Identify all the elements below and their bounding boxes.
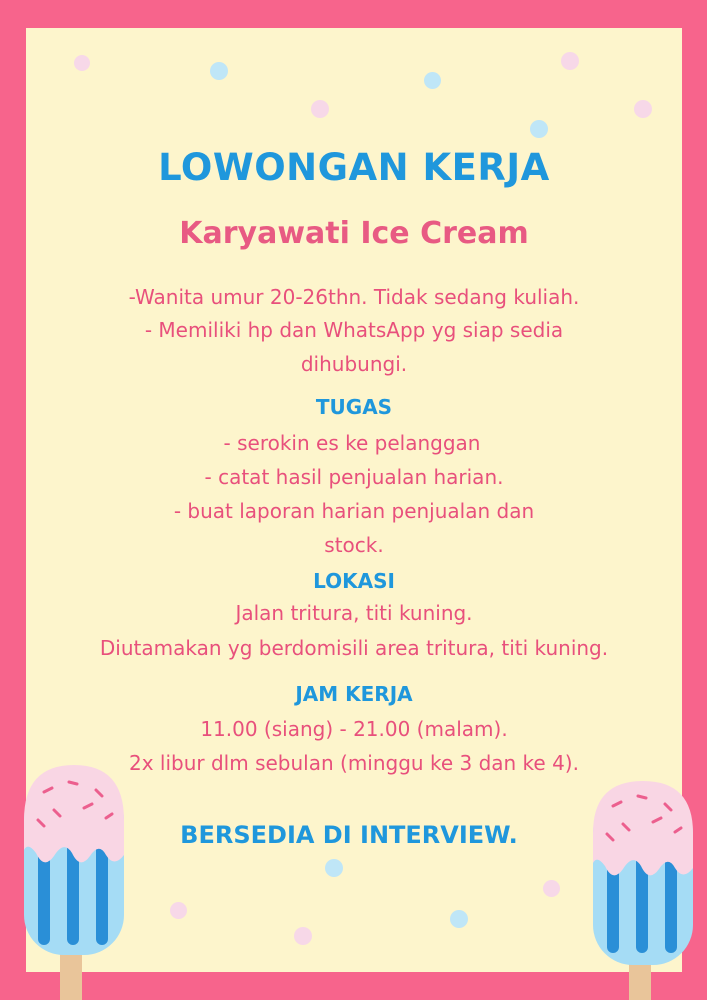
- decor-dot: [311, 100, 329, 118]
- lokasi-line: Diutamakan yg berdomisili area tritura, titi kuning.: [99, 636, 609, 660]
- decor-dot: [74, 55, 90, 71]
- decor-dot: [561, 52, 579, 70]
- tugas-line: stock.: [324, 533, 384, 557]
- decor-dot: [170, 902, 187, 919]
- decor-dot: [294, 927, 312, 945]
- lokasi-line: Jalan tritura, titi kuning.: [235, 601, 473, 625]
- decor-dot: [634, 100, 652, 118]
- tugas-line: - buat laporan harian penjualan dan: [173, 499, 535, 523]
- interview-note: BERSEDIA DI INTERVIEW.: [180, 821, 518, 849]
- tugas-heading: TUGAS: [315, 395, 393, 419]
- tugas-line: - catat hasil penjualan harian.: [204, 465, 504, 489]
- requirement-line: - Memiliki hp dan WhatsApp yg siap sedia: [144, 318, 564, 342]
- decor-dot: [210, 62, 228, 80]
- jam-kerja-line: 11.00 (siang) - 21.00 (malam).: [200, 717, 508, 741]
- tugas-line: - serokin es ke pelanggan: [223, 431, 481, 455]
- requirement-line: dihubungi.: [300, 352, 408, 376]
- jam-kerja-heading: JAM KERJA: [295, 682, 413, 706]
- decor-dot: [450, 910, 468, 928]
- decor-dot: [530, 120, 548, 138]
- poster-title: LOWONGAN KERJA: [158, 146, 550, 189]
- jam-kerja-line: 2x libur dlm sebulan (minggu ke 3 dan ke 4).: [129, 751, 579, 775]
- decor-dot: [424, 72, 441, 89]
- requirement-line: -Wanita umur 20-26thn. Tidak sedang kuliah.: [128, 285, 580, 309]
- decor-dot: [325, 859, 343, 877]
- poster-subtitle: Karyawati Ice Cream: [179, 216, 529, 251]
- ice-cream-popsicle-icon: [14, 760, 134, 1000]
- lokasi-heading: LOKASI: [313, 569, 395, 593]
- ice-cream-popsicle-icon: [585, 778, 700, 1000]
- decor-dot: [543, 880, 560, 897]
